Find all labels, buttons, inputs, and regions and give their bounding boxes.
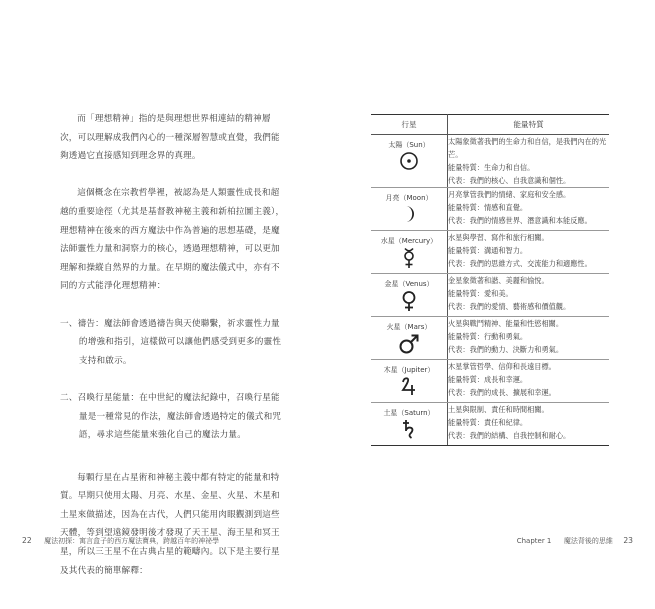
energy-trait: 能量特質：愛和美。 [448, 289, 513, 298]
planet-cell [371, 360, 448, 403]
left-running-title: 魔法初探：寓言盒子的西方魔法寶典，跨越百年的神祕學 [44, 537, 220, 545]
header-energy: 能量特質 [448, 115, 610, 135]
right-running-title: 魔法背後的思維 [563, 537, 613, 545]
list-item-planet-energy: 二、召喚行星能量：在中世紀的魔法紀錄中，召喚行星能量是一種常見的作法，魔法師會透過特定的儀式和咒語，尋求這些能量來強化自己的魔法力量。 [60, 392, 282, 441]
energy-cell [448, 360, 610, 403]
energy-represents: 代表：我們的結構、自我控制和耐心。 [448, 431, 571, 440]
paragraph-religious-concept: 這個概念在宗教哲學裡，被認為是人類靈性成長和超越的重要途徑（尤其是基督教神秘主義和新柏拉圖主義），理想精神在後來的西方魔法中作為普遍的思想基礎，是魔法師靈性力量和洞察力的核心，透過理想精神，可以更加理解和操縱自然界的力量。在早期的魔法儀式中，亦有不同的方式能淨化理想精神： [60, 188, 285, 292]
planet-cell [371, 231, 448, 274]
mars-symbol-icon [371, 333, 447, 359]
planet-name: 水星（Mercury） [380, 237, 438, 245]
energy-trait: 能量特質：行動和勇氣。 [448, 332, 528, 341]
energy-represents: 代表：我們的思維方式、交流能力和適應性。 [448, 259, 592, 268]
energy-trait: 能量特質：生命力和自信。 [448, 163, 535, 172]
planet-name: 木星（Jupiter） [383, 366, 435, 374]
table-row-venus [371, 274, 609, 317]
planet-name: 月亮（Moon） [385, 194, 433, 202]
energy-represents: 代表：我們的愛情、藝術感和價值觀。 [448, 302, 571, 311]
table-row-mercury [371, 231, 609, 274]
energy-represents: 代表：我們的成長、擴展和幸運。 [448, 388, 556, 397]
energy-represents: 代表：我們的動力、決斷力和勇氣。 [448, 345, 564, 354]
planet-name: 金星（Venus） [384, 280, 434, 288]
energy-trait: 能量特質：成長和幸運。 [448, 375, 528, 384]
moon-symbol-icon [371, 204, 447, 230]
energy-cell [448, 403, 610, 446]
planet-name: 土星（Saturn） [383, 409, 435, 417]
planet-cell [371, 188, 448, 231]
energy-description: 土星與限制、責任和時間相關。 [448, 405, 549, 414]
left-page-number: 22 [22, 536, 32, 545]
planet-cell [371, 403, 448, 446]
right-page-number: 23 [623, 536, 633, 545]
right-chapter-label: Chapter 1 [516, 537, 552, 545]
planet-cell [371, 135, 448, 188]
left-page-body [60, 110, 285, 580]
planet-name: 太陽（Sun） [388, 141, 430, 149]
table-row-sun [371, 135, 609, 188]
energy-trait: 能量特質：責任和紀律。 [448, 418, 528, 427]
venus-symbol-icon [371, 290, 447, 316]
energy-description: 水星與學習、寫作和旅行相關。 [448, 233, 549, 242]
header-planet: 行星 [371, 115, 448, 135]
energy-cell [448, 231, 610, 274]
paragraph-ideal-spirit: 而「理想精神」指的是與理想世界相連結的精神層次，可以理解成我們內心的一種深層智慧或直覺，我們能夠透過它直接感知到理念界的真理。 [60, 114, 280, 162]
jupiter-symbol-icon [371, 376, 447, 402]
planet-table [371, 114, 609, 446]
table-header-row [371, 115, 609, 135]
table-row-jupiter [371, 360, 609, 403]
mercury-symbol-icon [371, 247, 447, 273]
energy-represents: 代表：我們的核心、自我意識和個性。 [448, 176, 571, 185]
energy-description: 木星掌管哲學、信仰和長遠目標。 [448, 362, 556, 371]
left-footer [22, 536, 219, 546]
energy-cell [448, 317, 610, 360]
planet-name: 火星（Mars） [386, 323, 432, 331]
paragraph-planets-intro: 每顆行星在占星術和神秘主義中都有特定的能量和特質。早期只使用太陽、月亮、水星、金星、火星、木星和土星來做描述，因為在古代，人們只能用肉眼觀測到這些天體，等到望遠鏡發明後才發現了天王星、海王星和冥王星，所以三王星不在古典占星的範疇內。以下是主要行星及其代表的簡單解釋： [60, 472, 280, 576]
table-row-moon [371, 188, 609, 231]
energy-description: 太陽象徵著我們的生命力和自信，是我們內在的光芒。 [448, 137, 607, 159]
energy-cell [448, 274, 610, 317]
table-row-mars [371, 317, 609, 360]
planet-cell [371, 317, 448, 360]
energy-description: 火星與戰鬥精神、能量和性慾相關。 [448, 319, 564, 328]
energy-trait: 能量特質：溝通和智力。 [448, 246, 528, 255]
list-item-prayer: 一、禱告：魔法師會透過禱告與天使聯繫，祈求靈性力量的增強和指引，這樣做可以讓他們感受到更多的靈性支持和啟示。 [60, 318, 282, 366]
energy-description: 金星象徵著和諧、美麗和愉悅。 [448, 276, 549, 285]
saturn-symbol-icon [371, 419, 447, 445]
right-footer [517, 536, 633, 546]
energy-cell [448, 188, 610, 231]
energy-trait: 能量特質：情感和直覺。 [448, 203, 528, 212]
energy-cell [448, 135, 610, 188]
energy-description: 月亮掌管我們的情緒、家庭和安全感。 [448, 190, 571, 199]
planet-cell [371, 274, 448, 317]
sun-symbol-icon [371, 151, 447, 177]
table-row-saturn [371, 403, 609, 446]
energy-represents: 代表：我們的情感世界、潛意識和本能反應。 [448, 216, 592, 225]
